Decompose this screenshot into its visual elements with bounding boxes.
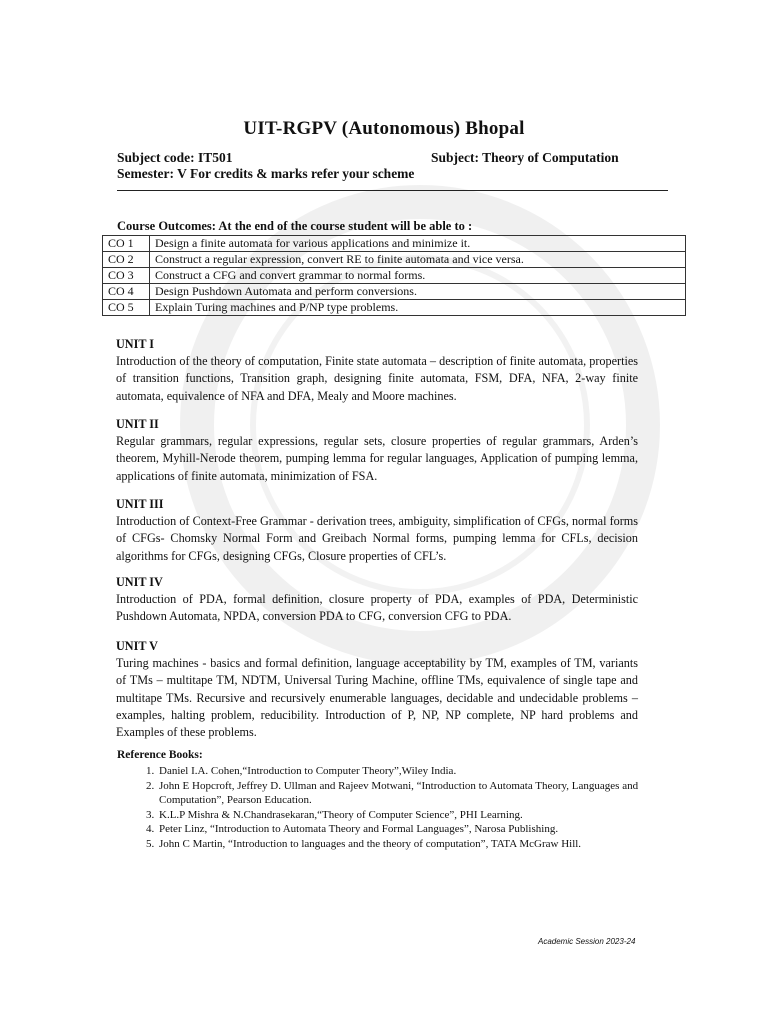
co-id: CO 5 [103, 300, 150, 316]
co-text: Construct a CFG and convert grammar to normal forms. [150, 268, 686, 284]
list-item: 3. K.L.P Mishra & N.Chandrasekaran,“Theory of Computer Science”, PHI Learning. [157, 808, 647, 823]
subject-name: Subject: Theory of Computation [431, 150, 619, 165]
unit-content: Turing machines - basics and formal definition, language acceptability by TM, examples of TM, variants of TMs – multitape TM, NDTM, Universal Turing Machine, offline TMs, equivalence of single tape and multitape TMs. Recursive and recursively enumerable languages, decidable and undecidable problems – examples, halting problem, reducibility. Introduction of P, NP, NP complete, NP hard problems and Examples of these problems. [116, 656, 638, 740]
unit-heading: UNIT I [116, 337, 155, 351]
co-text: Explain Turing machines and P/NP type problems. [150, 300, 686, 316]
co-text: Construct a regular expression, convert RE to finite automata and vice versa. [150, 252, 686, 268]
subject-code: Subject code: IT501 [117, 150, 233, 165]
reference-books-heading: Reference Books: [117, 749, 203, 761]
list-item: 4. Peter Linz, “Introduction to Automata Theory and Formal Languages”, Narosa Publishing. [157, 822, 647, 837]
unit-content: Introduction of PDA, formal definition, closure property of PDA, examples of PDA, Deterministic Pushdown Automata, NPDA, conversion PDA to CFG, conversion CFG to PDA. [116, 592, 638, 624]
semester-info: Semester: V For credits & marks refer your scheme [117, 166, 415, 181]
co-id: CO 2 [103, 252, 150, 268]
reference-books-list [117, 764, 647, 852]
table-row [103, 300, 686, 316]
academic-session-footer: Academic Session 2023-24 [538, 937, 636, 946]
list-item: 2. John E Hopcroft, Jeffrey D. Ullman and Rajeev Motwani, “Introduction to Automata Theory, Languages and Computation”, Pearson Education. [157, 779, 647, 808]
table-row [103, 236, 686, 252]
unit-1-section [116, 336, 638, 405]
list-item: 1. Daniel I.A. Cohen,“Introduction to Computer Theory”,Wiley India. [157, 764, 647, 779]
table-row [103, 252, 686, 268]
unit-content: Introduction of Context-Free Grammar - derivation trees, ambiguity, simplification of CFGs, normal forms of CFGs- Chomsky Normal Form and Greibach Normal forms, pumping lemma for CFLs, decision algorithms for CFGs, designing CFGs, Closure properties of CFL’s. [116, 514, 638, 563]
unit-heading: UNIT IV [116, 575, 163, 589]
list-item: 5. John C Martin, “Introduction to languages and the theory of computation”, TATA McGraw Hill. [157, 837, 647, 852]
unit-heading: UNIT II [116, 417, 159, 431]
unit-content: Regular grammars, regular expressions, regular sets, closure properties of regular grammars, Arden’s theorem, Myhill-Nerode theorem, pumping lemma for regular languages, Application of pumping lemma, applications of finite automata, minimization of FSA. [116, 434, 638, 483]
co-id: CO 4 [103, 284, 150, 300]
table-row [103, 284, 686, 300]
unit-3-section [116, 496, 638, 565]
page-title: UIT-RGPV (Autonomous) Bhopal [243, 118, 525, 139]
unit-2-section [116, 416, 638, 485]
unit-content: Introduction of the theory of computation, Finite state automata – description of finite automata, properties of transition functions, Transition graph, designing finite automata, FSM, DFA, NFA, 2-way finite automata, equivalence of NFA and DFA, Mealy and Moore machines. [116, 354, 638, 403]
unit-4-section [116, 574, 638, 626]
unit-heading: UNIT V [116, 639, 158, 653]
unit-5-section [116, 638, 638, 741]
course-outcomes-table [102, 235, 686, 316]
co-id: CO 3 [103, 268, 150, 284]
co-id: CO 1 [103, 236, 150, 252]
co-text: Design a finite automata for various applications and minimize it. [150, 236, 686, 252]
header-divider [117, 190, 668, 191]
co-text: Design Pushdown Automata and perform conversions. [150, 284, 686, 300]
unit-heading: UNIT III [116, 497, 164, 511]
table-row [103, 268, 686, 284]
course-outcomes-heading: Course Outcomes: At the end of the course student will be able to : [117, 219, 473, 233]
